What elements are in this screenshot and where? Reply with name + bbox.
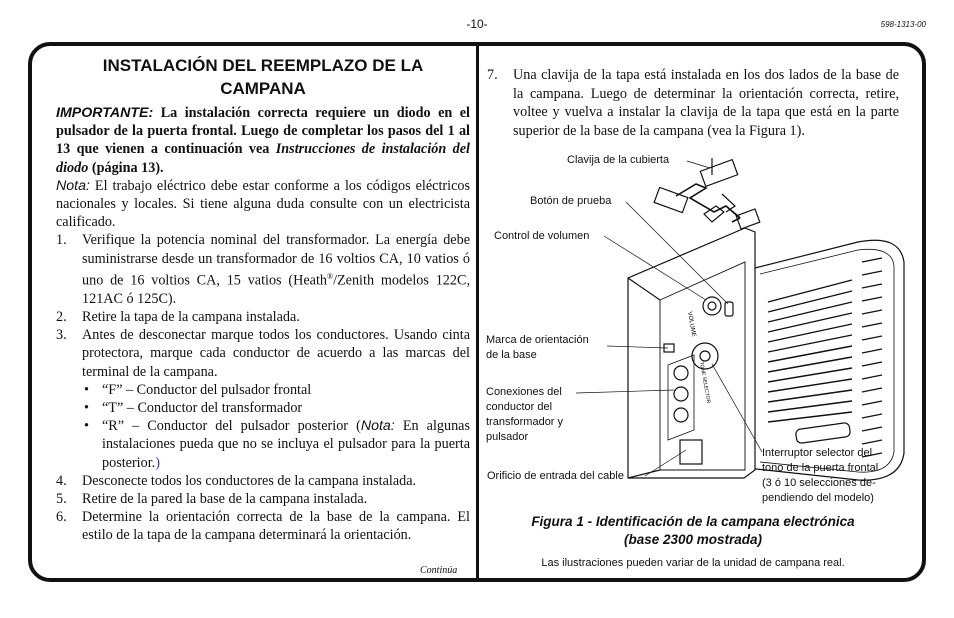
label-conexiones-line: pulsador: [486, 431, 529, 443]
step-text: Retire de la pared la base de la campana instalada.: [82, 491, 368, 507]
label-interruptor: [762, 446, 878, 506]
step-number: 3.: [56, 327, 67, 344]
step-number: 7.: [487, 67, 498, 83]
nota-label: Nota:: [56, 177, 90, 194]
bullet-nota-text: En algunas instalaciones pueda que no se incluya el pulsador para la puerta posterior.: [102, 418, 470, 471]
label-conexiones-line: conductor del: [486, 401, 553, 413]
section-title-line-1: INSTALACIÓN DEL REEMPLAZO DE LA: [102, 56, 424, 75]
step-text: Verifique la potencia nominal del transformador. La energía debe suministrarse desde un transformador de 16 voltios CA, 10 vatios ó uno de 16 voltios CA, 15 vatios (Heath: [82, 232, 470, 289]
document-code: 598-1313-00: [880, 20, 926, 29]
bullet-text: “R” – Conductor del pulsador posterior (: [102, 418, 361, 435]
label-marca-line: de la base: [486, 349, 537, 361]
registered-mark: ®: [326, 271, 334, 281]
continua-note: Continúa: [420, 565, 458, 576]
nota-text: El trabajo eléctrico debe estar conforme a los códigos eléctricos nacionales y locales. Si tiene alguna duda consulte con un electricista calificado.: [56, 177, 470, 231]
importante-text: La instalación correcta requiere un diodo en el pulsador de la puerta frontal. Luego de completar los pasos del 1 al 13 que vienen a continuación vea: [56, 105, 470, 158]
step-number: 1.: [56, 232, 67, 249]
label-interruptor-line: tono de la puerta frontal: [762, 462, 879, 474]
label-interruptor-line: Interruptor selector del: [762, 447, 873, 459]
step-text: /Zenith modelos 122C, 121AC ó 125C).: [82, 272, 470, 307]
step-number: 2.: [56, 308, 67, 325]
label-interruptor-line: (3 ó 10 selecciones de-: [762, 477, 876, 489]
cover-pin-top: [700, 160, 737, 187]
illustration-note: Las ilustraciones pueden variar de la unidad de campana real.: [541, 557, 845, 569]
step-text: Una clavija de la tapa está instalada en los dos lados de la base de la campana. Luego de determinar la orientación correcta, retire, voltee y vuelva a instalar la clavija de la tapa que está en la parte superior de la base de la campana (vea la Figura 1).: [513, 67, 899, 139]
step-text: Desconecte todos los conductores de la campana instalada.: [82, 472, 417, 489]
importante-page: (página 13).: [88, 159, 164, 176]
label-interruptor-line: pendiendo del modelo): [762, 492, 874, 504]
figure-caption-line-1: Figura 1 - Identificación de la campana electrónica: [531, 514, 855, 529]
label-orificio: Orificio de entrada del cable: [487, 470, 624, 482]
figure-caption-line-2: (base 2300 mostrada): [623, 532, 763, 547]
tone-selector-print: TONE SELECTOR: [698, 361, 712, 404]
step-number: 5.: [56, 491, 67, 507]
leader-clavija: [687, 161, 710, 168]
step-text: Determine la orientación correcta de la base de la campana. El estilo de la tapa de la campana determinará la orientación.: [82, 509, 470, 544]
label-marca: [486, 333, 589, 363]
bullet-nota-label: Nota:: [360, 418, 395, 435]
label-boton: Botón de prueba: [530, 195, 612, 207]
chime-cover: [747, 240, 904, 480]
step-number: 6.: [56, 509, 67, 526]
label-control: Control de volumen: [494, 230, 590, 242]
label-conexiones: [486, 385, 563, 445]
page-number: -10-: [466, 17, 488, 31]
step-text: Antes de desconectar marque todos los conductores. Usando cinta protectora, marque cada conductor de acuerdo a las marcas del terminal de la campana.: [82, 327, 470, 380]
bullet-f: • “F” – Conductor del pulsador frontal: [82, 381, 470, 399]
step-number: 4.: [56, 472, 67, 489]
figure-caption: [487, 513, 899, 549]
label-clavija: Clavija de la cubierta: [567, 154, 670, 166]
volume-print: VOLUME: [686, 311, 697, 338]
bullet-t: • “T” – Conductor del transformador: [82, 399, 470, 417]
importante-ref: Instrucciones de instalación del diodo: [56, 141, 470, 176]
bullet-close-paren: ): [155, 454, 160, 471]
label-conexiones-line: Conexiones del: [486, 386, 562, 398]
step-text: Retire la tapa de la campana instalada.: [82, 308, 300, 325]
label-conexiones-line: transformador y: [486, 416, 564, 428]
importante-label: IMPORTANTE:: [56, 105, 154, 121]
label-marca-line: Marca de orientación: [486, 334, 589, 346]
section-title-line-2: CAMPANA: [220, 79, 306, 98]
